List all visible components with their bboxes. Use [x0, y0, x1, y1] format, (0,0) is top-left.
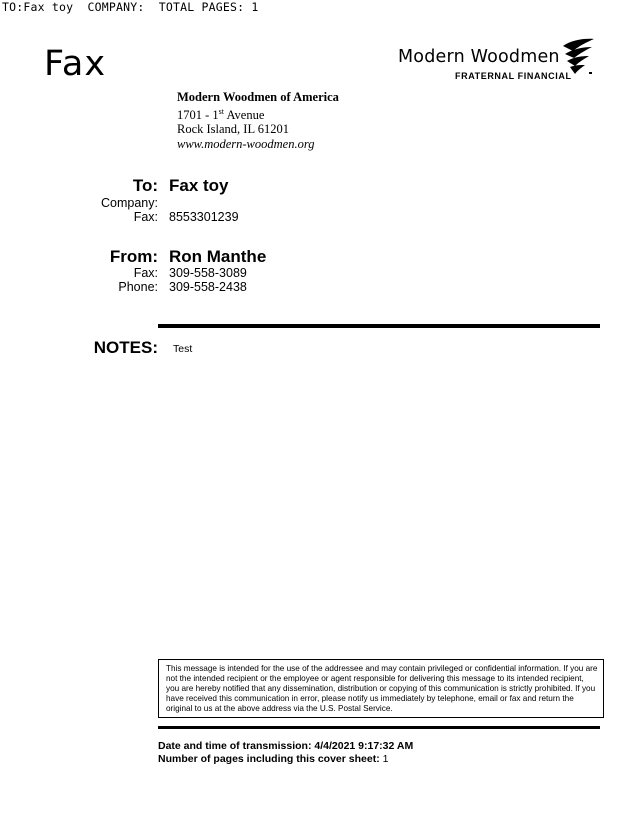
from-name: Ron Manthe: [169, 247, 267, 266]
logo-name: Modern Woodmen: [398, 47, 560, 67]
notes-label: NOTES:: [93, 338, 158, 357]
logo-eagle-icon: [561, 38, 595, 83]
to-name: Fax toy: [169, 176, 229, 195]
transmission-info: [158, 740, 413, 766]
fax-header-line: [2, 0, 258, 14]
sender-website: www.modern-woodmen.org: [177, 136, 315, 151]
from-fax-label: Fax:: [133, 266, 158, 280]
from-phone-label: Phone:: [118, 280, 158, 294]
from-phone-value: 309-558-2438: [169, 280, 247, 294]
sender-org: Modern Woodmen of America: [177, 90, 339, 104]
to-company-label: Company:: [101, 196, 158, 210]
header-total-pages: TOTAL PAGES: 1: [158, 0, 259, 14]
transmission-datetime: Date and time of transmission: 4/4/2021 9:17:32 AM: [158, 740, 414, 752]
page-title: Fax: [44, 44, 107, 84]
header-to: TO:Fax toy: [2, 0, 74, 14]
transmission-pages: Number of pages including this cover sheet: 1: [158, 753, 389, 765]
notes-divider: [158, 324, 600, 328]
header-company: COMPANY:: [87, 0, 145, 14]
from-label: From:: [109, 247, 158, 266]
notes-text: Test: [173, 343, 193, 355]
to-fax-label: Fax:: [133, 210, 158, 224]
footer-divider: [158, 726, 600, 729]
sender-street: 1701 - 1st Avenue: [177, 106, 265, 122]
sender-address: [177, 90, 339, 151]
to-fax-value: 8553301239: [169, 210, 239, 224]
confidentiality-notice: This message is intended for the use of the addressee and may contain privileged or confidential information. If you are not the intended recipient or the employee or agent responsible for delivering this message to its intended recipient, you are hereby notified that any dissemination, distribution or copying of this communication is strictly prohibited. If you have received this communication in error, please notify us immediately by telephone, email or fax and return the original to us at the above address via the U.S. Postal Service.: [158, 659, 604, 718]
logo-tagline: FRATERNAL FINANCIAL: [455, 71, 572, 81]
sender-city: Rock Island, IL 61201: [177, 122, 290, 137]
to-label: To:: [132, 176, 158, 195]
from-fax-value: 309-558-3089: [169, 266, 247, 280]
